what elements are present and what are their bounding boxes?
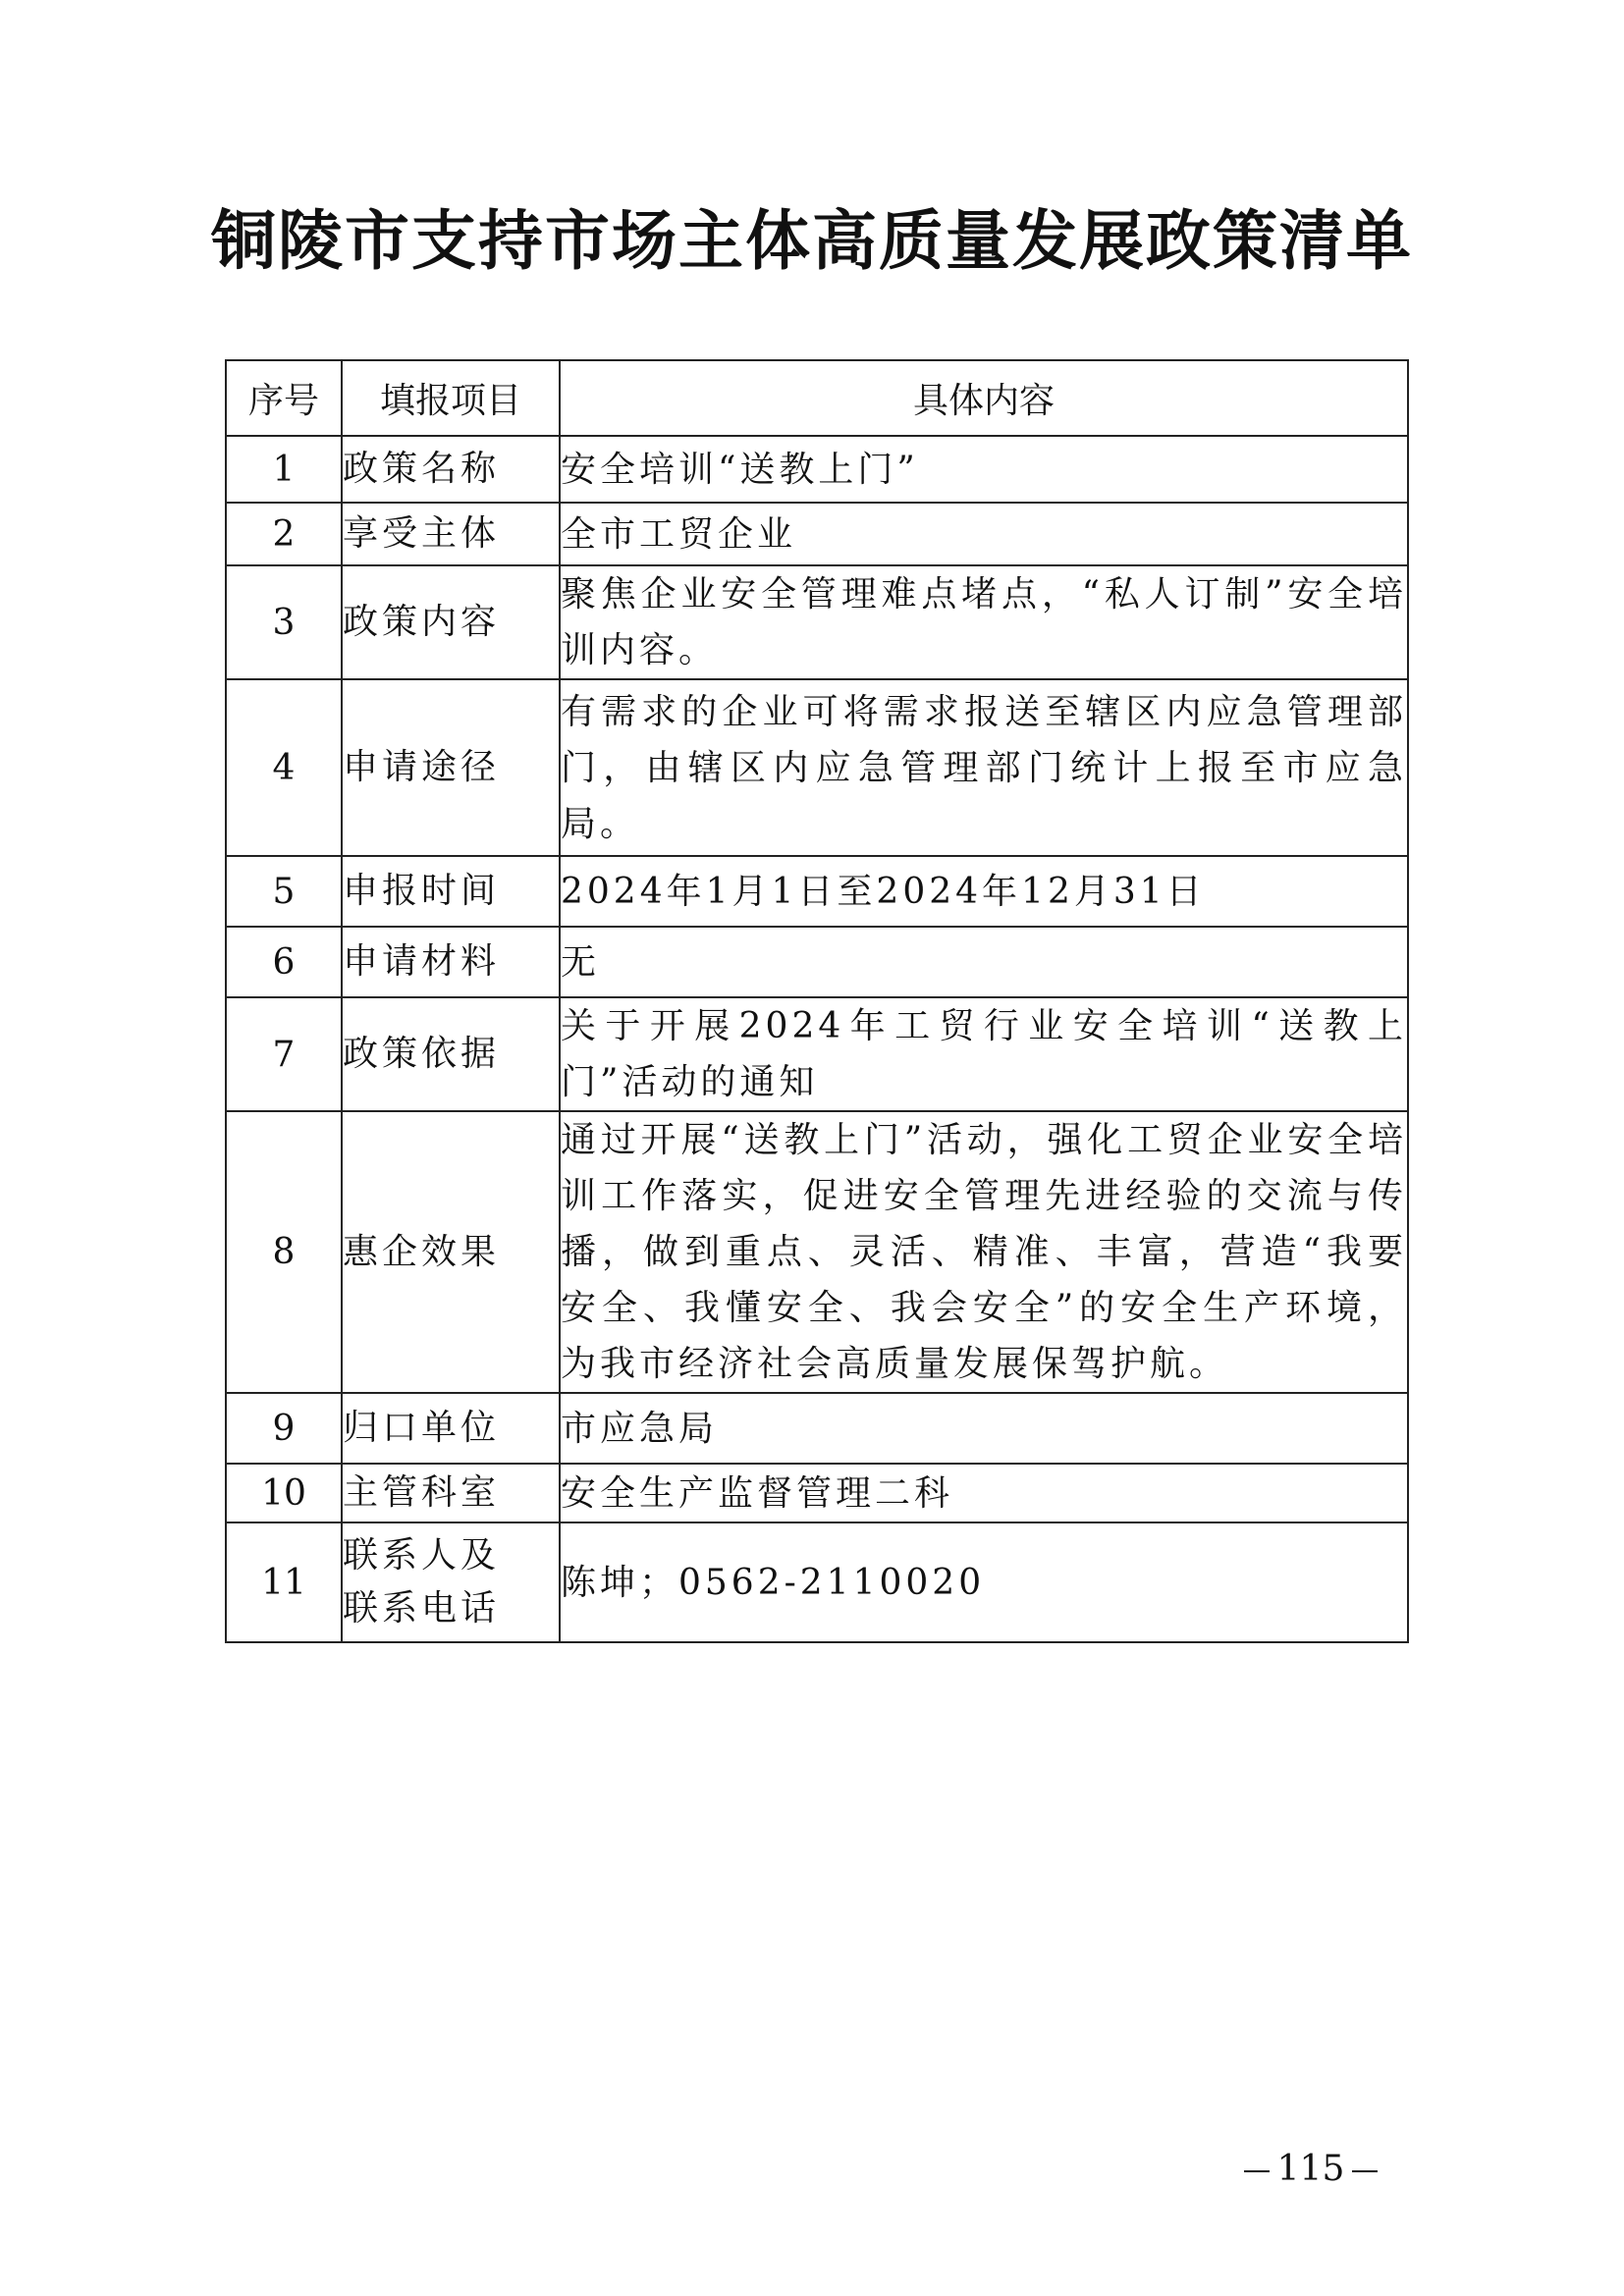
page-title: 铜陵市支持市场主体高质量发展政策清单 xyxy=(211,202,1413,279)
row-number: 6 xyxy=(226,927,342,997)
header-no: 序号 xyxy=(226,360,342,436)
row-item xyxy=(342,679,560,856)
row-item xyxy=(342,1464,560,1522)
header-item: 填报项目 xyxy=(342,360,560,436)
row-item-line: 主管科室 xyxy=(343,1472,501,1513)
row-item-line: 惠企效果 xyxy=(343,1231,501,1272)
row-number: 8 xyxy=(226,1111,342,1393)
row-item xyxy=(342,1393,560,1464)
table-row xyxy=(226,679,1408,856)
row-content: 2024年1月1日至2024年12月31日 xyxy=(560,856,1408,927)
row-item xyxy=(342,1522,560,1642)
table-row xyxy=(226,927,1408,997)
page-number xyxy=(1232,2145,1389,2194)
row-item-line: 政策名称 xyxy=(343,449,501,489)
row-item-line: 联系人及 xyxy=(343,1535,501,1575)
row-content: 全市工贸企业 xyxy=(560,503,1408,565)
policy-table xyxy=(225,359,1409,1643)
row-item xyxy=(342,927,560,997)
table-body xyxy=(226,436,1408,1642)
table-row xyxy=(226,565,1408,679)
table-row xyxy=(226,1111,1408,1393)
row-number: 3 xyxy=(226,565,342,679)
page-number-value: 115 xyxy=(1276,2149,1345,2189)
row-item xyxy=(342,1111,560,1393)
row-content: 聚焦企业安全管理难点堵点，“私人订制”安全培训内容。 xyxy=(560,565,1408,679)
row-item xyxy=(342,503,560,565)
row-content: 安全生产监督管理二科 xyxy=(560,1464,1408,1522)
table-row xyxy=(226,856,1408,927)
table-row xyxy=(226,1464,1408,1522)
row-number: 2 xyxy=(226,503,342,565)
row-item-line: 申请材料 xyxy=(343,941,501,982)
row-item-line: 政策依据 xyxy=(343,1034,501,1074)
table-row xyxy=(226,1522,1408,1642)
row-content: 有需求的企业可将需求报送至辖区内应急管理部门，由辖区内应急管理部门统计上报至市应急局。 xyxy=(560,679,1408,856)
row-item-line: 享受主体 xyxy=(343,513,501,554)
header-content: 具体内容 xyxy=(560,360,1408,436)
row-item xyxy=(342,565,560,679)
table-row xyxy=(226,503,1408,565)
row-item-line: 联系电话 xyxy=(343,1588,501,1629)
row-item xyxy=(342,997,560,1111)
table-header-row xyxy=(226,360,1408,436)
row-content: 通过开展“送教上门”活动，强化工贸企业安全培训工作落实，促进安全管理先进经验的交流与传播，做到重点、灵活、精准、丰富，营造“我要安全、我懂安全、我会安全”的安全生产环境，为我市经济社会高质量发展保驾护航。 xyxy=(560,1111,1408,1393)
row-number: 11 xyxy=(226,1522,342,1642)
row-number: 10 xyxy=(226,1464,342,1522)
row-content: 市应急局 xyxy=(560,1393,1408,1464)
table-row xyxy=(226,1393,1408,1464)
row-item-line: 申报时间 xyxy=(343,871,501,911)
table-row xyxy=(226,436,1408,503)
row-content: 关于开展2024年工贸行业安全培训“送教上门”活动的通知 xyxy=(560,997,1408,1111)
row-content: 无 xyxy=(560,927,1408,997)
table-row xyxy=(226,997,1408,1111)
row-number: 5 xyxy=(226,856,342,927)
row-number: 7 xyxy=(226,997,342,1111)
row-item xyxy=(342,436,560,503)
row-content: 安全培训“送教上门” xyxy=(560,436,1408,503)
row-item-line: 归口单位 xyxy=(343,1408,501,1448)
row-number: 1 xyxy=(226,436,342,503)
row-number: 9 xyxy=(226,1393,342,1464)
page-number-dash-right xyxy=(1352,2170,1378,2172)
row-item-line: 政策内容 xyxy=(343,602,501,642)
row-content: 陈坤；0562-2110020 xyxy=(560,1522,1408,1642)
row-item xyxy=(342,856,560,927)
row-item-line: 申请途径 xyxy=(343,747,501,787)
page-number-dash-left xyxy=(1244,2170,1270,2172)
row-number: 4 xyxy=(226,679,342,856)
